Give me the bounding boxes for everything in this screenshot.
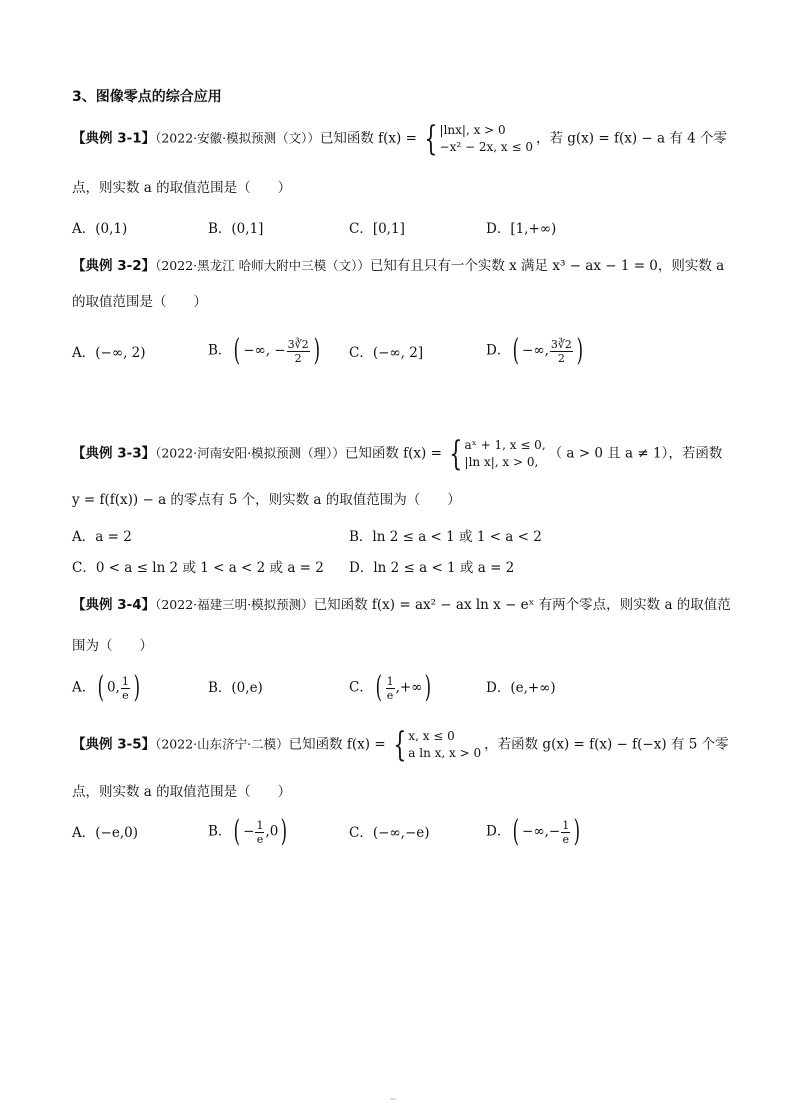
option-c: C．[0,1] [349,221,405,237]
paren-right-icon: ) [280,814,288,849]
brace-icon: { [449,434,463,474]
option-label: D． [486,342,511,359]
case-line: |lnx|, x > 0 [439,123,506,137]
fraction-denominator: e [256,832,264,846]
fraction [121,675,130,702]
fraction-numerator: 3∛2 [287,337,309,351]
option-label: B． [208,342,232,359]
problem-source: （2022·福建三明·模拟预测） [155,597,314,612]
problem-3-1-line2: 点，则实数 a 的取值范围是（ ） [72,180,292,196]
paren-left-icon: ( [234,333,241,368]
option-d [486,333,586,368]
problem-3-2-line1 [72,256,724,276]
piecewise-function [420,119,533,159]
option-a: A．(0,1) [72,221,128,237]
option-b [208,814,290,849]
fraction-numerator: 1 [562,818,570,832]
fraction [255,819,264,846]
option-b: B．(0,1] [208,221,264,237]
option-b: B．(0,e) [208,680,263,696]
paren-left-icon: ( [512,814,520,849]
option-expr: ,0 [265,823,279,840]
problem-text: 已知函数 f(x) = [288,736,386,753]
problem-3-2-line2: 的取值范围是（ ） [72,294,207,310]
option-label: D． [486,823,511,840]
page-footer-mark [390,1098,396,1100]
problem-3-3-line1 [72,434,723,474]
paren-right-icon: ) [133,670,140,705]
option-a [72,670,143,705]
option-b: B．ln 2 ≤ a < 1 或 1 < a < 2 [349,529,542,545]
fraction-numerator: 1 [121,674,129,688]
case-line: a ln x, x > 0 [408,746,482,760]
fraction [386,675,395,702]
case-line: aˣ + 1, x ≤ 0, [464,438,546,452]
problem-3-4-line1 [72,595,731,615]
case-line: −x² − 2x, x ≤ 0 [439,140,533,154]
problem-source: （2022·河南安阳·模拟预测（理）） [155,445,345,461]
problem-tag: 【典例 3-2】 [72,258,156,274]
paren-right-icon: ) [573,814,581,849]
option-d: D．[1,+∞) [486,221,557,237]
option-d: D．(e,+∞) [486,680,556,696]
option-d [486,814,583,849]
paren-left-icon: ( [375,670,382,705]
option-label: C． [349,679,373,696]
problem-3-4-line2: 围为（ ） [72,638,153,654]
option-expr: −∞, − [243,342,286,359]
problem-3-5-line1 [72,725,729,765]
paren-left-icon: ( [97,670,105,705]
problem-tag: 【典例 3-5】 [72,736,156,753]
option-c: C．0 < a ≤ ln 2 或 1 < a < 2 或 a = 2 [72,560,324,576]
option-a: A．(−∞, 2) [72,345,146,361]
case-line: |ln x|, x > 0, [464,455,539,469]
problem-text: （ a > 0 且 a ≠ 1），若函数 [548,445,723,462]
problem-3-1-line1 [72,119,728,159]
option-c: C．(−∞,−e) [349,825,430,841]
problem-text: ，若函数 g(x) = f(x) − f(−x) 有 5 个零 [484,736,729,753]
problem-tag: 【典例 3-1】 [72,130,156,147]
problem-tag: 【典例 3-3】 [72,445,156,462]
case-line: x, x ≤ 0 [408,729,455,743]
problem-source: （2022·安徽·模拟预测（文）） [155,130,320,146]
problem-text: 已知函数 f(x) = ax² − ax ln x − eˣ 有两个零点，则实数 a 的取值范 [313,597,731,613]
paren-right-icon: ) [576,333,584,368]
problem-tag: 【典例 3-4】 [72,597,156,613]
fraction [550,338,573,365]
fraction-numerator: 1 [256,818,264,832]
problem-source: （2022·山东济宁·二模） [155,736,289,752]
option-c: C．(−∞, 2] [349,345,424,361]
problem-text: 已知有且只有一个实数 x 满足 x³ − ax − 1 = 0，则实数 a [369,258,725,274]
fraction-numerator: 3∛2 [550,337,572,351]
option-d: D．ln 2 ≤ a < 1 或 a = 2 [349,560,515,576]
option-expr: −∞, [522,342,549,359]
section-title: 3、图像零点的综合应用 [72,89,222,105]
paren-right-icon: ) [313,333,320,368]
problem-source: （2022·黑龙江 哈师大附中三模（文）） [155,258,370,273]
problem-text: 已知函数 f(x) = [344,445,442,462]
option-a: A．(−e,0) [72,825,138,841]
piecewise-function [389,725,482,765]
piecewise-function [445,434,546,474]
option-expr: − [243,823,255,840]
problem-text: ，若 g(x) = f(x) − a 有 4 个零 [535,130,728,147]
fraction-denominator: e [386,688,394,702]
fraction-denominator: e [562,832,569,846]
option-label: A． [72,679,96,696]
option-label: B． [208,823,232,840]
fraction [561,819,570,846]
option-expr: ,+∞ [395,679,423,696]
option-c [349,670,434,705]
paren-left-icon: ( [234,814,241,849]
option-expr: −∞,− [522,823,561,840]
paren-right-icon: ) [425,670,432,705]
fraction-denominator: 2 [294,351,302,365]
brace-icon: { [392,725,406,765]
option-a: A．a = 2 [72,529,132,545]
option-expr: 0, [106,679,120,696]
problem-3-3-line2: y = f(f(x)) − a 的零点有 5 个，则实数 a 的取值范围为（ ） [72,492,461,508]
fraction-denominator: e [122,688,129,702]
option-b [208,333,322,368]
problem-text: 已知函数 f(x) = [319,130,417,147]
brace-icon: { [424,119,438,159]
paren-left-icon: ( [512,333,520,368]
problem-3-5-line2: 点，则实数 a 的取值范围是（ ） [72,784,292,800]
fraction-numerator: 1 [386,674,394,688]
fraction [287,338,310,365]
fraction-denominator: 2 [557,351,565,365]
